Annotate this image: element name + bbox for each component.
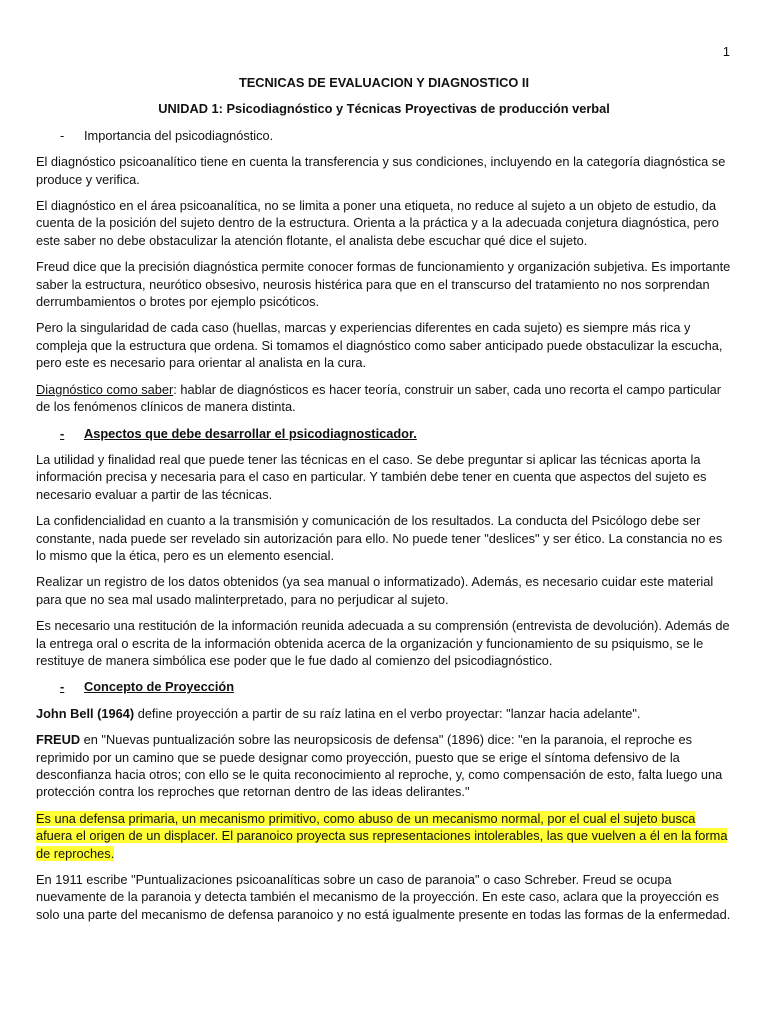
paragraph-3: Freud dice que la precisión diagnóstica permite conocer formas de funcionamiento y organización subjetiva. Es importante saber la estructura, neurótico obsesivo, neurosis histérica para que en el transcurso del tratamiento no nos sorprendan derrumbamientos o brotes por ejemplo psicóticos. — [36, 259, 731, 310]
paragraph-9: Es necesario una restitución de la información reunida adecuada a su comprensión (entrevista de devolución). Además de la entrega oral o escrita de la información obtenida acerca de la organización y funcionamiento de su psiquismo, se le restituye de manera simbólica ese poder que le fue dado al comienzo del psicodiagnóstico. — [36, 618, 730, 668]
author-john-bell: John Bell (1964) — [36, 705, 135, 721]
paragraph-8: Realizar un registro de los datos obtenidos (ya sea manual o informatizado). Además, es necesario cuidar este material para que no sea mal usado malinterpretado, para no perjudicar al sujeto. — [36, 574, 714, 607]
paragraph-1: El diagnóstico psicoanalítico tiene en cuenta la transferencia y sus condiciones, incluyendo en la categoría diagnóstica se produce y verifica. — [36, 154, 726, 187]
paragraph-highlighted — [36, 810, 732, 862]
bullet-dash: - — [60, 425, 65, 441]
paragraph-4: Pero la singularidad de cada caso (huellas, marcas y experiencias diferentes en cada sujeto) es siempre más rica y compleja que la estructura que ordena. Si tomamos el diagnóstico como saber anticipado puede obstaculizar la escucha, pero este es necesario para orientar al analista en la cura. — [36, 320, 723, 371]
paragraph-5-text: : hablar de diagnósticos es hacer teoría, construir un saber, cada uno recorta el campo particular de los fenómenos clínicos de manera distinta. — [36, 381, 722, 415]
bullet-aspectos — [36, 425, 732, 442]
paragraph-2: El diagnóstico en el área psicoanalítica, no se limita a poner una etiqueta, no reduce al sujeto a un objeto de estudio, da cuenta de la posición del sujeto dentro de la estructura. Orienta a la práctica y a la adecuada conjetura diagnóstica, pero este saber no debe obstaculizar la atención flotante, el analista debe escuchar qué dice el sujeto. — [36, 198, 719, 248]
paragraph-5 — [36, 381, 732, 416]
paragraph-11-text: en "Nuevas puntualización sobre las neuropsicosis de defensa" (1896) dice: "en la paranoia, el reproche es reprimido por un camino que se puede designar como proyección, puesto que se erige el síntoma defensivo de la desconfianza hacia otros; con ello se le quita reconocimiento al reproche, y, como compensación de esto, falta luego una protección contra los reproches que retornan dentro de las ideas delirantes." — [36, 732, 723, 800]
paragraph-13: En 1911 escribe "Puntualizaciones psicoanalíticas sobre un caso de paranoia" o caso Schreber. Freud se ocupa nuevamente de la paranoia y detecta también el mecanismo de la proyección. En este caso, aclara que la proyección es solo una parte del mecanismo de defensa paranoico y no está igualmente presente en todas las formas de la enfermedad. — [36, 872, 731, 922]
paragraph-10-text: define proyección a partir de su raíz latina en el verbo proyectar: "lanzar hacia adelante". — [134, 705, 641, 721]
paragraph-7: La confidencialidad en cuanto a la transmisión y comunicación de los resultados. La conducta del Psicólogo debe ser constante, nada puede ser revelado sin autorización para ello. No puede tener "deslices" y ser ético. La constancia no es lo mismo que la ética, pero es un elemento esencial. — [36, 513, 723, 563]
bullet-heading-proyeccion: Concepto de Proyección — [84, 679, 235, 695]
paragraph-11 — [36, 731, 732, 801]
unit-subtitle: UNIDAD 1: Psicodiagnóstico y Técnicas Proyectivas de producción verbal — [158, 101, 610, 117]
paragraph-10 — [36, 705, 732, 722]
bullet-dash: - — [60, 127, 65, 143]
bullet-heading-aspectos: Aspectos que debe desarrollar el psicodiagnosticador. — [84, 425, 417, 441]
document-body — [36, 74, 732, 932]
paragraph-6: La utilidad y finalidad real que puede tener las técnicas en el caso. Se debe preguntar si aplicar las técnicas aporta la información precisa y necesaria para el caso en particular. Y también debe tener en cuenta que aspectos del sujeto es necesario evaluar a partir de las técnicas. — [36, 451, 707, 502]
bullet-importancia — [36, 127, 732, 144]
term-diagnostico-como-saber: Diagnóstico como saber — [36, 381, 174, 397]
bullet-proyeccion — [36, 678, 732, 695]
document-title: TECNICAS DE EVALUACION Y DIAGNOSTICO II — [238, 75, 530, 90]
bullet-text: Importancia del psicodiagnóstico. — [84, 127, 274, 143]
page-number: 1 — [722, 44, 730, 59]
bullet-dash: - — [60, 679, 65, 695]
author-freud: FREUD — [36, 732, 81, 748]
highlighted-text: Es una defensa primaria, un mecanismo primitivo, como abuso de un mecanismo normal, por el cual el sujeto busca afuera el origen de un displacer. El paranoico proyecta sus representaciones intolerables, las que vuelven a él en la forma de reproches. — [36, 810, 728, 861]
